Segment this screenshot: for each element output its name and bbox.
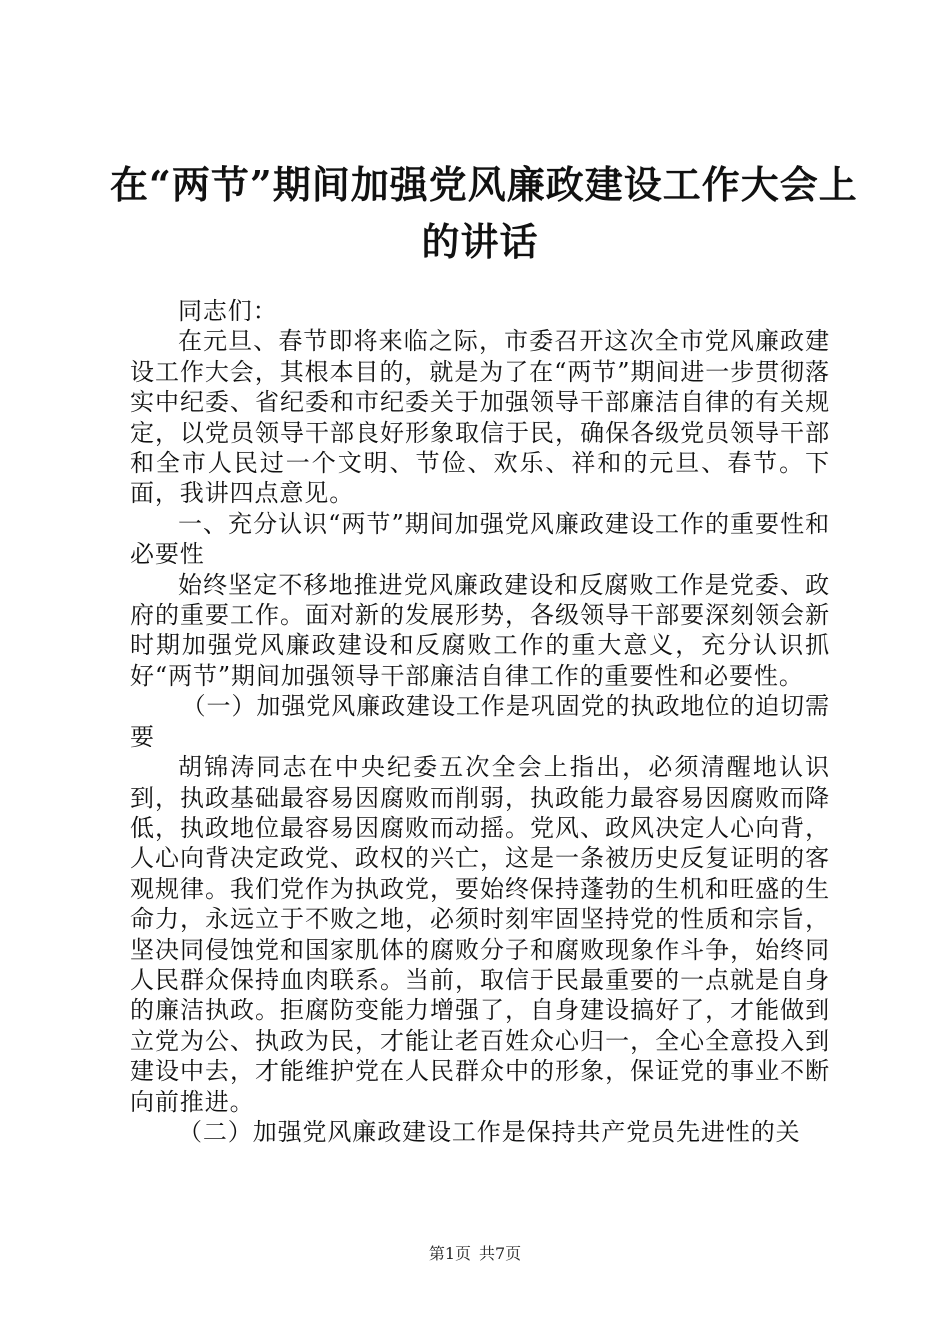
document-title-line-2: 的讲话 xyxy=(421,219,539,264)
subsection-heading: （二）加强党风廉政建设工作是保持共产党员先进性的关 xyxy=(178,1117,801,1146)
page-footer xyxy=(0,1244,950,1264)
body-paragraph: 在元旦、春节即将来临之际，市委召开这次全市党风廉政建设工作大会，其根本目的，就是为了在“两节”期间进一步贯彻落实中纪委、省纪委和市纪委关于加强领导干部廉洁自律的有关规定，以党员领导干部良好形象取信于民，确保各级党员领导干部和全市人民过一个文明、节俭、欢乐、祥和的元旦、春节。下面，我讲四点意见。 xyxy=(130,327,830,508)
document-title-line-1: 在“两节”期间加强党风廉政建设工作大会上 xyxy=(110,162,858,207)
page-total: 共7页 xyxy=(479,1244,522,1263)
body-paragraph: 胡锦涛同志在中央纪委五次全会上指出，必须清醒地认识到，执政基础最容易因腐败而削弱，执政能力最容易因腐败而降低，执政地位最容易因腐败而动摇。党风、政风决定人心向背，人心向背决定政党、政权的兴亡，这是一条被历史反复证明的客观规律。我们党作为执政党，要始终保持蓬勃的生机和旺盛的生命力，永远立于不败之地，必须时刻牢固坚持党的性质和宗旨，坚决同侵蚀党和国家肌体的腐败分子和腐败现象作斗争，始终同人民群众保持血肉联系。当前，取信于民最重要的一点就是自身的廉洁执政。拒腐防变能力增强了，自身建设搞好了，才能做到立党为公、执政为民，才能让老百姓众心归一，全心全意投入到建设中去，才能维护党在人民群众中的形象，保证党的事业不断向前推进。 xyxy=(130,753,830,1116)
section-heading: 一、充分认识“两节”期间加强党风廉政建设工作的重要性和必要性 xyxy=(130,509,830,569)
document-body xyxy=(130,296,830,1147)
page-number: 第1页 xyxy=(428,1244,471,1263)
body-paragraph: 始终坚定不移地推进党风廉政建设和反腐败工作是党委、政府的重要工作。面对新的发展形势，各级领导干部要深刻领会新时期加强党风廉政建设和反腐败工作的重大意义，充分认识抓好“两节”期间加强领导干部廉洁自律工作的重要性和必要性。 xyxy=(130,570,830,690)
subsection-heading: （一）加强党风廉政建设工作是巩固党的执政地位的迫切需要 xyxy=(130,692,830,751)
salutation: 同志们： xyxy=(178,297,278,325)
